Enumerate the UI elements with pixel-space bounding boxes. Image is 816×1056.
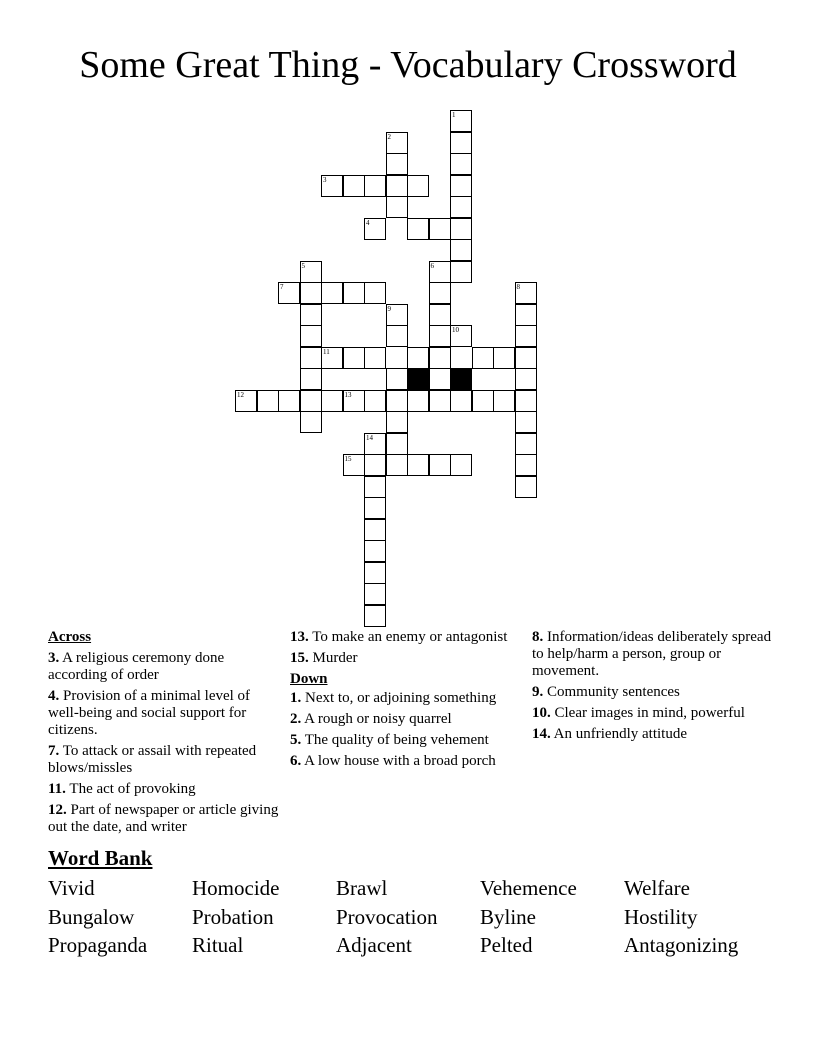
word-bank-word: Antagonizing <box>624 933 739 957</box>
word-bank-title: Word Bank <box>48 846 153 870</box>
crossword-cell[interactable] <box>343 175 365 197</box>
crossword-cell[interactable] <box>386 196 408 218</box>
crossword-cell[interactable] <box>386 325 408 347</box>
crossword-cell[interactable] <box>515 347 537 369</box>
crossword-cell[interactable] <box>321 347 343 369</box>
clues-column-3 <box>532 629 772 747</box>
clue-number: 3 <box>323 175 327 184</box>
crossword-cell[interactable] <box>364 562 386 584</box>
crossword-cell[interactable] <box>278 390 300 412</box>
word-bank-word: Brawl <box>336 876 388 900</box>
crossword-cell[interactable] <box>386 153 408 175</box>
clue-text: Murder <box>308 650 358 666</box>
clue-item <box>290 732 510 749</box>
crossword-cell[interactable] <box>515 433 537 455</box>
word-bank-word: Provocation <box>336 904 438 929</box>
crossword-cell[interactable] <box>515 476 537 498</box>
crossword-cell[interactable] <box>450 153 472 175</box>
clue-item <box>532 726 772 743</box>
crossword-cell[interactable] <box>407 347 429 369</box>
crossword-cell[interactable] <box>429 390 451 412</box>
crossword-block <box>407 368 429 390</box>
crossword-cell[interactable] <box>407 454 429 476</box>
crossword-cell[interactable] <box>386 304 408 326</box>
crossword-cell[interactable] <box>429 304 451 326</box>
crossword-cell[interactable] <box>450 196 472 218</box>
clue-number: 7 <box>280 283 284 291</box>
crossword-cell[interactable] <box>300 368 322 390</box>
clue-text: A rough or noisy quarrel <box>301 711 452 727</box>
crossword-cell[interactable] <box>278 282 300 304</box>
crossword-cell[interactable] <box>386 368 408 390</box>
clue-number: 9 <box>387 304 391 313</box>
clues-column-1 <box>48 629 280 840</box>
clue-text: To attack or assail with repeated blows/missles <box>48 743 257 776</box>
clue-number: 14. <box>532 726 551 742</box>
clue-number: 7. <box>48 743 60 759</box>
page-title: Some Great Thing - Vocabulary Crossword <box>79 44 737 86</box>
clue-number: 6 <box>430 261 434 270</box>
crossword-cell[interactable] <box>450 132 472 154</box>
clues-section <box>0 629 816 839</box>
clue-text: Part of newspaper or article giving out the date, and writer <box>48 802 279 835</box>
clue-number: 5 <box>301 261 305 270</box>
word-bank-word: Bungalow <box>48 904 135 929</box>
clue-item <box>48 781 280 798</box>
clue-item <box>48 802 280 836</box>
clue-number: 1. <box>290 690 302 706</box>
crossword-cell[interactable] <box>429 261 451 283</box>
clue-number: 1 <box>452 111 456 119</box>
clue-text: Clear images in mind, powerful <box>550 705 745 721</box>
clue-text: Community sentences <box>543 684 680 700</box>
crossword-cell[interactable] <box>493 390 515 412</box>
crossword-cell[interactable] <box>364 454 386 476</box>
crossword-cell[interactable] <box>321 282 343 304</box>
crossword-cell[interactable] <box>450 390 472 412</box>
clue-number: 11. <box>48 781 66 797</box>
clue-number: 12 <box>237 390 244 399</box>
clue-item <box>290 711 510 728</box>
crossword-cell[interactable] <box>429 325 451 347</box>
crossword-cell[interactable] <box>364 347 386 369</box>
clue-number: 15 <box>344 455 352 463</box>
across-heading: Across <box>48 629 92 645</box>
crossword-cell[interactable] <box>364 282 386 304</box>
crossword-cell[interactable] <box>343 282 365 304</box>
crossword-cell[interactable] <box>386 175 408 197</box>
crossword-cell[interactable] <box>343 347 365 369</box>
word-bank-word: Vivid <box>48 876 95 900</box>
crossword-cell[interactable] <box>300 304 322 326</box>
clue-text: The act of provoking <box>65 781 196 797</box>
clue-item <box>532 684 772 701</box>
crossword-cell[interactable] <box>407 218 429 240</box>
clue-text: Provision of a minimal level of well-being and social support for citizens. <box>48 688 251 738</box>
crossword-cell[interactable] <box>321 390 343 412</box>
crossword-cell[interactable] <box>386 411 408 433</box>
crossword-cell[interactable] <box>386 454 408 476</box>
crossword-cell[interactable] <box>364 605 386 627</box>
crossword-cell[interactable] <box>257 390 279 412</box>
word-bank-word: Welfare <box>624 876 690 900</box>
clue-text: An unfriendly attitude <box>550 726 687 742</box>
clue-number: 2. <box>290 711 302 727</box>
clue-item <box>48 650 280 684</box>
crossword-cell[interactable] <box>386 433 408 455</box>
clue-item <box>290 629 510 646</box>
crossword-block <box>450 368 472 390</box>
word-bank-word: Vehemence <box>480 876 577 900</box>
word-bank <box>48 845 788 960</box>
crossword-cell[interactable] <box>450 454 472 476</box>
crossword-cell[interactable] <box>235 390 257 412</box>
clue-text: To make an enemy or antagonist <box>308 629 508 645</box>
clue-number: 2 <box>387 132 391 141</box>
crossword-cell[interactable] <box>364 433 386 455</box>
crossword-cell[interactable] <box>300 390 322 412</box>
clue-text: A low house with a broad porch <box>301 753 496 769</box>
crossword-cell[interactable] <box>386 132 408 154</box>
word-bank-word: Ritual <box>192 933 244 957</box>
crossword-cell[interactable] <box>364 519 386 541</box>
clue-number: 9. <box>532 684 544 700</box>
crossword-cell[interactable] <box>450 110 472 132</box>
crossword-cell[interactable] <box>515 411 537 433</box>
clue-number: 13 <box>344 390 352 399</box>
word-bank-word: Pelted <box>480 933 533 957</box>
crossword-cell[interactable] <box>493 347 515 369</box>
crossword-cell[interactable] <box>343 390 365 412</box>
crossword-cell[interactable] <box>364 175 386 197</box>
clue-number: 15. <box>290 650 309 666</box>
down-heading: Down <box>290 671 328 687</box>
crossword-cell[interactable] <box>450 239 472 261</box>
crossword-cell[interactable] <box>364 218 386 240</box>
crossword-cell[interactable] <box>429 282 451 304</box>
clue-number: 11 <box>323 347 330 356</box>
clue-item <box>290 650 510 667</box>
crossword-cell[interactable] <box>364 583 386 605</box>
clue-number: 6. <box>290 753 302 769</box>
word-bank-word: Adjacent <box>336 933 412 957</box>
clue-text: Next to, or adjoining something <box>301 690 497 706</box>
word-bank-word: Propaganda <box>48 933 148 957</box>
clue-item <box>290 753 510 770</box>
clue-item <box>48 743 280 777</box>
clue-item <box>532 705 772 722</box>
crossword-cell[interactable] <box>364 540 386 562</box>
crossword-cell[interactable] <box>407 175 429 197</box>
crossword-cell[interactable] <box>386 390 408 412</box>
word-bank-word: Byline <box>480 904 536 929</box>
crossword-cell[interactable] <box>450 218 472 240</box>
crossword-cell[interactable] <box>364 390 386 412</box>
clue-number: 8. <box>532 629 544 645</box>
clue-number: 13. <box>290 629 309 645</box>
clue-item <box>48 688 280 739</box>
word-bank-list <box>48 874 788 960</box>
crossword-cell[interactable] <box>450 325 472 347</box>
crossword-cell[interactable] <box>300 282 322 304</box>
crossword-cell[interactable] <box>515 282 537 304</box>
crossword-cell[interactable] <box>321 175 343 197</box>
crossword-cell[interactable] <box>515 390 537 412</box>
crossword-cell[interactable] <box>364 497 386 519</box>
crossword-cell[interactable] <box>429 218 451 240</box>
clue-item <box>532 629 772 680</box>
crossword-cell[interactable] <box>429 454 451 476</box>
word-bank-word: Probation <box>192 904 274 929</box>
crossword-cell[interactable] <box>300 325 322 347</box>
crossword-cell[interactable] <box>515 454 537 476</box>
clue-number: 14 <box>366 433 373 442</box>
crossword-cell[interactable] <box>364 476 386 498</box>
clue-number: 10. <box>532 705 551 721</box>
clue-number: 8 <box>516 283 520 291</box>
crossword-cell[interactable] <box>450 261 472 283</box>
clue-number: 4 <box>366 218 370 227</box>
down-clue-list <box>290 690 510 770</box>
across-clue-list <box>48 650 280 836</box>
crossword-cell[interactable] <box>515 368 537 390</box>
crossword-cell[interactable] <box>515 325 537 347</box>
down-clue-list-continued <box>532 629 772 743</box>
clues-column-2 <box>290 629 510 774</box>
crossword-cell[interactable] <box>300 411 322 433</box>
crossword-cell[interactable] <box>450 175 472 197</box>
clue-number: 3. <box>48 650 60 666</box>
clue-text: Information/ideas deliberately spread to help/harm a person, group or movement. <box>532 629 772 679</box>
crossword-cell[interactable] <box>407 390 429 412</box>
crossword-cell[interactable] <box>472 390 494 412</box>
across-clue-list-continued <box>290 629 510 667</box>
clue-text: A religious ceremony done according of order <box>48 650 225 683</box>
crossword-cell[interactable] <box>300 347 322 369</box>
crossword-cell[interactable] <box>515 304 537 326</box>
clue-item <box>290 690 510 707</box>
crossword-cell[interactable] <box>300 261 322 283</box>
crossword-cell[interactable] <box>429 347 451 369</box>
crossword-cell[interactable] <box>343 454 365 476</box>
word-bank-word: Homocide <box>192 876 280 900</box>
clue-text: The quality of being vehement <box>301 732 489 748</box>
clue-number: 5. <box>290 732 302 748</box>
clue-number: 10 <box>452 326 459 334</box>
clue-number: 4. <box>48 688 60 704</box>
crossword-cell[interactable] <box>429 368 451 390</box>
crossword-cell[interactable] <box>472 347 494 369</box>
clue-number: 12. <box>48 802 67 818</box>
word-bank-word: Hostility <box>624 904 698 929</box>
